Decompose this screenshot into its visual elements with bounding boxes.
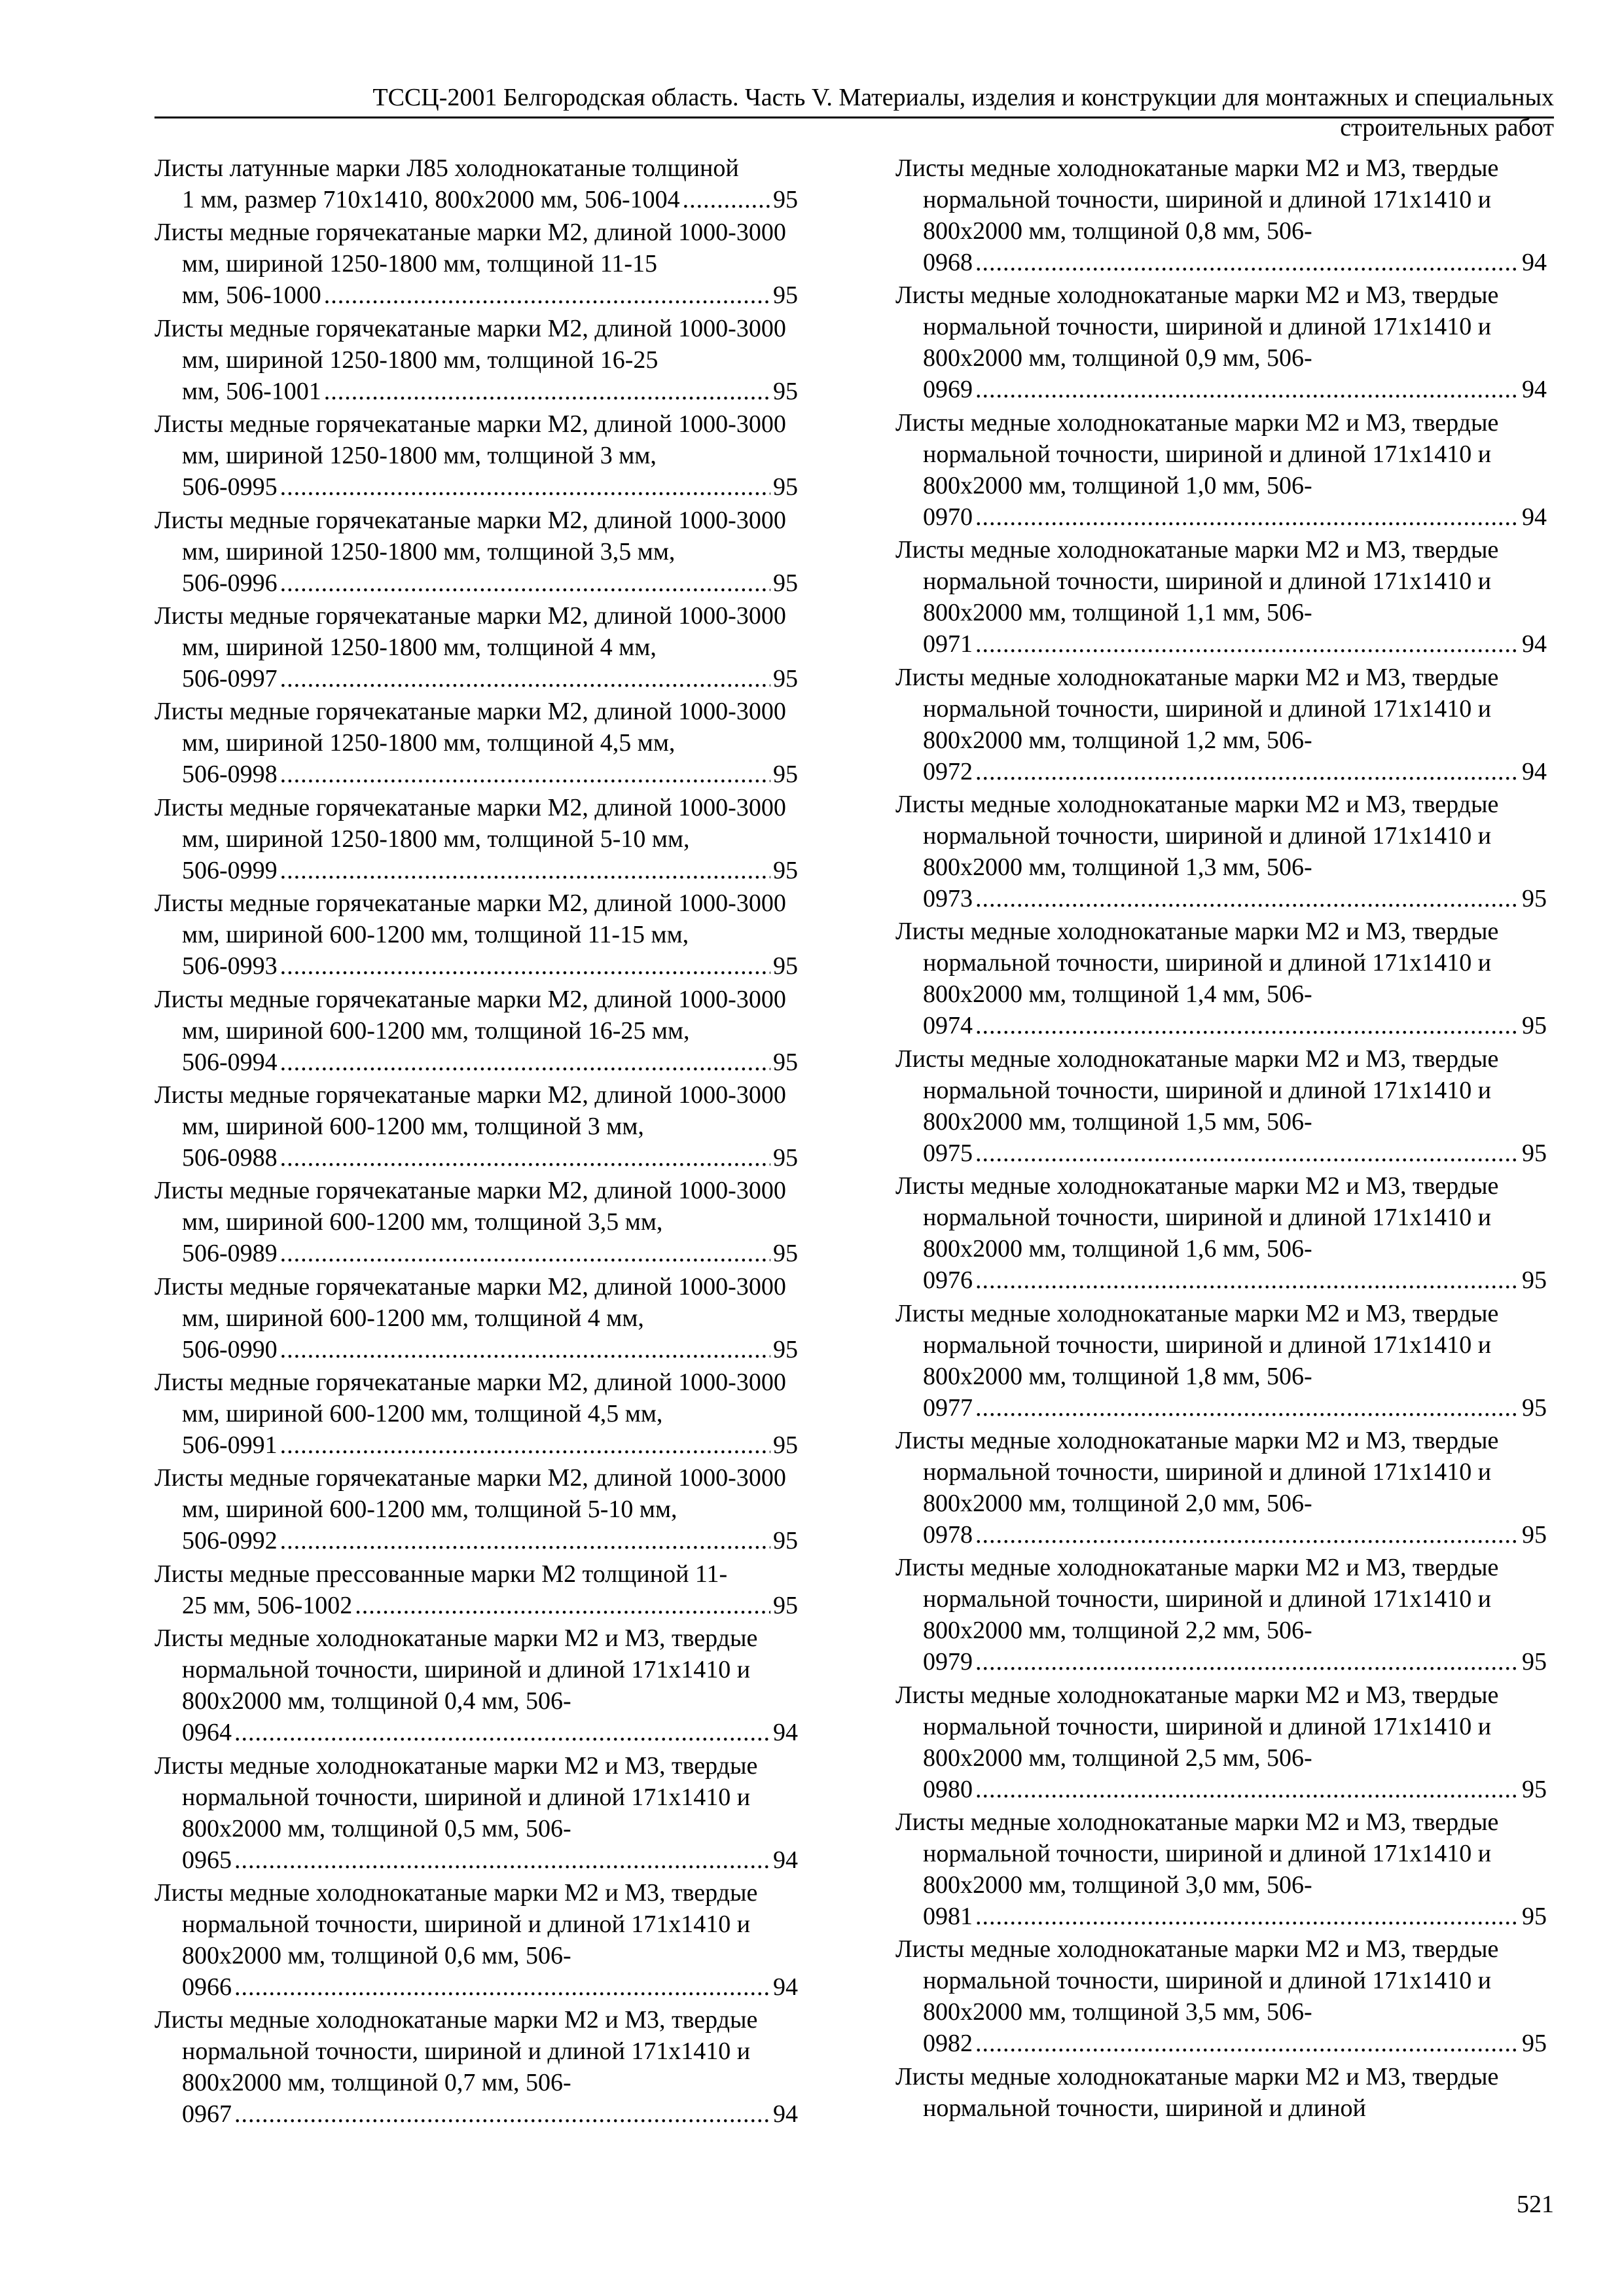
entry-text: Листы медные горячекатаные марки М2, длиной 1000-3000 мм, шириной 1250-1800 мм, толщиной 3,5 мм, [154,506,786,565]
entry-text: Листы медные холоднокатаные марки М2 и М3, твердые нормальной точности, шириной и длиной 171х1410 и 800х2000 мм, толщиной 0,4 мм, 506- [154,1624,758,1715]
entry-text: Листы медные холоднокатаные марки М2 и М3, твердые нормальной точности, шириной и длиной 171х1410 и 800х2000 мм, толщиной 0,6 мм, 506- [154,1879,758,1970]
entry-page-number: 95 [773,1527,798,1555]
entry-text: Листы медные горячекатаные марки М2, длиной 1000-3000 мм, шириной 600-1200 мм, толщиной 11-15 мм, [154,889,786,949]
entry-code: 0967 [182,2100,232,2128]
entry-text: Листы медные горячекатаные марки М2, длиной 1000-3000 мм, шириной 1250-1800 мм, толщиной 3 мм, [154,410,786,470]
entry-text: Листы медные горячекатаные марки М2, длиной 1000-3000 мм, шириной 600-1200 мм, толщиной 16-25 мм, [154,985,786,1045]
index-entry [154,696,798,790]
entry-tail-row [182,1238,798,1269]
index-entry [895,916,1547,1041]
entry-page-number: 94 [1522,503,1547,531]
entry-page-number: 95 [773,473,798,501]
entry-text: Листы медные холоднокатаные марки М2 и М3, твердые нормальной точности, шириной и длиной 171х1410 и 800х2000 мм, толщиной 1,6 мм, 506- [895,1172,1499,1263]
dot-leader [975,374,1519,405]
entry-tail-row [182,1590,798,1621]
index-entry [154,1750,798,1876]
entry-page-number: 94 [773,1973,798,2001]
index-entry [895,1043,1547,1169]
entry-text: Листы медные холоднокатаные марки М2 и М3, твердые нормальной точности, шириной и длиной 171х1410 и 800х2000 мм, толщиной 2,2 мм, 506- [895,1554,1499,1645]
entry-text: Листы медные холоднокатаные марки М2 и М3, твердые нормальной точности, шириной и длиной 171х1410 и 800х2000 мм, толщиной 1,8 мм, 506- [895,1299,1499,1390]
entry-text: Листы медные холоднокатаные марки М2 и М3, твердые нормальной точности, шириной и длиной 171х1410 и 800х2000 мм, толщиной 3,0 мм, 506- [895,1808,1499,1899]
entry-tail-row [923,883,1547,914]
entry-page-number: 94 [1522,757,1547,785]
running-header [154,82,1554,143]
entry-code: мм, 506-1001 [182,377,321,405]
entry-page-number: 95 [773,1143,798,1172]
entry-tail-row [923,1774,1547,1805]
entry-tail-row [182,567,798,599]
entry-tail-row [923,1010,1547,1041]
entry-page-number: 94 [773,1846,798,1874]
entry-text: Листы медные холоднокатаные марки М2 и М3, твердые нормальной точности, шириной и длиной 171х1410 и 800х2000 мм, толщиной 1,5 мм, 506- [895,1045,1499,1136]
entry-code: 0977 [923,1393,973,1422]
entry-text: Листы медные холоднокатаные марки М2 и М3, твердые нормальной точности, шириной и длиной 171х1410 и 800х2000 мм, толщиной 0,7 мм, 506- [154,2006,758,2097]
entry-code: 0978 [923,1520,973,1549]
entry-code: 506-0991 [182,1431,278,1460]
index-entry [895,1679,1547,1805]
entry-code: 506-0998 [182,761,278,789]
entry-tail-row [182,1717,798,1748]
entry-tail-row [182,759,798,790]
entry-page-number: 95 [1522,1012,1547,1040]
entry-text: Листы медные прессованные марки М2 толщиной 11- [154,1560,728,1588]
entry-code: 0966 [182,1973,232,2001]
entry-tail-row [923,628,1547,660]
entry-tail-row [923,2028,1547,2059]
dot-leader [234,1844,770,1876]
entry-page-number: 94 [773,1719,798,1747]
entry-page-number: 95 [773,664,798,692]
index-entry [895,1425,1547,1551]
entry-page-number: 95 [773,569,798,597]
header-title-continuation: строительных работ [1340,114,1554,141]
entry-text: Листы медные горячекатаные марки М2, длиной 1000-3000 мм, шириной 1250-1800 мм, толщиной 5-10 мм, [154,793,786,853]
dot-leader [355,1590,770,1621]
entry-page-number: 95 [773,377,798,405]
entry-tail-row [923,247,1547,278]
entry-page-number: 95 [773,1240,798,1268]
entry-page-number: 94 [1522,249,1547,276]
entry-text: Листы медные холоднокатаные марки М2 и М3, твердые нормальной точности, шириной и длиной 171х1410 и 800х2000 мм, толщиной 2,0 мм, 506- [895,1426,1499,1517]
entry-code: 506-0997 [182,664,278,692]
entry-tail-row [182,1047,798,1078]
index-entry [895,1552,1547,1677]
dot-leader [280,1047,770,1078]
index-entry [154,1175,798,1269]
entry-page-number: 95 [1522,884,1547,912]
entry-code: 0969 [923,376,973,404]
entry-text: Листы медные холоднокатаные марки М2 и М3, твердые нормальной точности, шириной и длиной 171х1410 и 800х2000 мм, толщиной 0,9 мм, 506- [895,281,1499,372]
dot-leader [975,247,1519,278]
index-entry [154,792,798,886]
dot-leader [280,663,770,694]
index-entry [154,408,798,503]
entry-tail-row [182,2098,798,2130]
entry-page-number: 95 [773,1431,798,1460]
dot-leader [975,883,1519,914]
entry-page-number: 95 [773,952,798,980]
index-entry [895,1933,1547,2059]
entry-code: 0968 [923,249,973,276]
dot-leader [975,1646,1519,1677]
entry-tail-row [923,374,1547,405]
entry-page-number: 95 [1522,1775,1547,1803]
index-entry [895,1806,1547,1932]
entry-code: 506-0989 [182,1240,278,1268]
index-entry [895,1298,1547,1424]
index-entry [154,1462,798,1556]
dot-leader [975,501,1519,533]
entry-tail-row [182,1429,798,1461]
entry-page-number: 95 [1522,2030,1547,2058]
dot-leader [280,1429,770,1461]
entry-tail-row [182,1844,798,1876]
index-entry [154,1271,798,1365]
index-entry [895,279,1547,405]
index-entry [154,1367,798,1461]
dot-leader [280,1525,770,1556]
dot-leader [324,279,770,311]
dot-leader [280,471,770,503]
entry-tail-row [182,1334,798,1365]
dot-leader [975,756,1519,787]
entry-page-number: 95 [1522,1520,1547,1549]
index-column-left [154,152,798,2132]
entry-page-number: 95 [1522,1903,1547,1931]
entry-text: Листы латунные марки Л85 холоднокатаные толщиной [154,154,739,182]
dot-leader [234,2098,770,2130]
dot-leader [683,184,770,215]
entry-code: 0965 [182,1846,232,1874]
entry-tail-row [182,376,798,407]
index-entry [895,407,1547,533]
dot-leader [280,950,770,982]
entry-text: Листы медные горячекатаные марки М2, длиной 1000-3000 мм, шириной 1250-1800 мм, толщиной 11-15 [154,219,786,278]
entry-text: Листы медные холоднокатаные марки М2 и М3, твердые нормальной точности, шириной и длиной 171х1410 и 800х2000 мм, толщиной 1,1 мм, 506- [895,536,1499,627]
entry-text: Листы медные холоднокатаные марки М2 и М3, твердые нормальной точности, шириной и длиной 171х1410 и 800х2000 мм, толщиной 1,4 мм, 506- [895,918,1499,1009]
entry-text: Листы медные горячекатаные марки М2, длиной 1000-3000 мм, шириной 1250-1800 мм, толщиной 16-25 [154,314,786,374]
entry-text: Листы медные холоднокатаные марки М2 и М3, твердые нормальной точности, шириной и длиной 171х1410 и 800х2000 мм, толщиной 1,2 мм, 506- [895,663,1499,754]
index-entry [895,1170,1547,1296]
index-entry [154,1558,798,1621]
header-rule [154,117,1554,118]
index-entry [895,662,1547,787]
entry-code: 506-0992 [182,1527,278,1555]
index-entry [154,984,798,1078]
entry-text: Листы медные горячекатаные марки М2, длиной 1000-3000 мм, шириной 600-1200 мм, толщиной 4 мм, [154,1272,786,1332]
index-entry [154,1079,798,1174]
index-entry [154,1877,798,2003]
entry-code: 506-0994 [182,1048,278,1076]
entry-text: Листы медные горячекатаные марки М2, длиной 1000-3000 мм, шириной 600-1200 мм, толщиной 3,5 мм, [154,1177,786,1236]
index-entry [154,888,798,982]
entry-code: 506-0995 [182,473,278,501]
header-title: ТССЦ-2001 Белгородская область. Часть V. Материалы, изделия и конструкции для монтажных и специальных [372,84,1554,111]
entry-code: 0981 [923,1903,973,1931]
entry-tail-row [923,501,1547,533]
dot-leader [975,1774,1519,1805]
entry-text: Листы медные холоднокатаные марки М2 и М3, твердые нормальной точности, шириной и длиной 171х1410 и 800х2000 мм, толщиной 1,3 мм, 506- [895,790,1499,881]
entry-page-number: 94 [1522,630,1547,658]
entry-tail-row [182,471,798,503]
entry-page-number: 95 [773,1335,798,1363]
dot-leader [234,1971,770,2003]
dot-leader [280,1238,770,1269]
index-entry [895,789,1547,914]
index-column-right [895,152,1547,2125]
dot-leader [975,1138,1519,1169]
dot-leader [280,1334,770,1365]
dot-leader [234,1717,770,1748]
index-entry [154,313,798,407]
entry-code: 506-0993 [182,952,278,980]
entry-code: 0979 [923,1648,973,1676]
entry-tail-row [182,950,798,982]
entry-text: Листы медные холоднокатаные марки М2 и М3, твердые нормальной точности, шириной и длиной 171х1410 и 800х2000 мм, толщиной 3,5 мм, 506- [895,1935,1499,2026]
dot-leader [975,2028,1519,2059]
entry-tail-row [182,184,798,215]
dot-leader [324,376,770,407]
entry-code: 506-0988 [182,1143,278,1172]
dot-leader [280,567,770,599]
index-entry [154,152,798,215]
entry-page-number: 95 [773,856,798,884]
entry-page-number: 95 [1522,1393,1547,1422]
entry-page-number: 94 [1522,376,1547,404]
entry-code: 0971 [923,630,973,658]
index-entry [154,2004,798,2130]
entry-code: 0982 [923,2030,973,2058]
entry-text: Листы медные холоднокатаные марки М2 и М3, твердые нормальной точности, шириной и длиной 171х1410 и 800х2000 мм, толщиной 0,5 мм, 506- [154,1751,758,1842]
index-entry [154,217,798,311]
entry-code: 0974 [923,1012,973,1040]
entry-text: Листы медные горячекатаные марки М2, длиной 1000-3000 мм, шириной 600-1200 мм, толщиной 3 мм, [154,1081,786,1140]
dot-leader [975,1519,1519,1551]
entry-code: 506-0990 [182,1335,278,1363]
dot-leader [975,1392,1519,1424]
entry-tail-row [182,1971,798,2003]
page-number: 521 [1517,2191,1554,2218]
dot-leader [280,855,770,886]
entry-tail-row [182,1525,798,1556]
entry-text: Листы медные горячекатаные марки М2, длиной 1000-3000 мм, шириной 1250-1800 мм, толщиной 4 мм, [154,601,786,661]
index-entry [895,534,1547,660]
entry-text: Листы медные холоднокатаные марки М2 и М3, твердые нормальной точности, шириной и длиной 171х1410 и 800х2000 мм, толщиной 2,5 мм, 506- [895,1681,1499,1772]
entry-page-number: 95 [773,186,798,213]
entry-code: 0972 [923,757,973,785]
entry-page-number: 95 [1522,1139,1547,1167]
entry-tail-row [923,1901,1547,1932]
entry-tail-row [923,756,1547,787]
entry-text: Листы медные горячекатаные марки М2, длиной 1000-3000 мм, шириной 600-1200 мм, толщиной 5-10 мм, [154,1464,786,1524]
entry-text: Листы медные холоднокатаные марки М2 и М3, твердые нормальной точности, шириной и длиной 171х1410 и 800х2000 мм, толщиной 1,0 мм, 506- [895,408,1499,499]
entry-text: Листы медные холоднокатаные марки М2 и М3, твердые нормальной точности, шириной и длиной 171х1410 и 800х2000 мм, толщиной 0,8 мм, 506- [895,154,1499,245]
dot-leader [975,1265,1519,1296]
index-entry [895,2061,1547,2124]
entry-code: 1 мм, размер 710х1410, 800х2000 мм, 506-1004 [182,186,680,213]
entry-text: Листы медные холоднокатаные марки М2 и М3, твердые нормальной точности, шириной и длиной [895,2062,1499,2122]
entry-page-number: 95 [773,1591,798,1619]
entry-tail-row [923,1646,1547,1677]
entry-text: Листы медные горячекатаные марки М2, длиной 1000-3000 мм, шириной 600-1200 мм, толщиной 4,5 мм, [154,1369,786,1428]
entry-tail-row [923,1265,1547,1296]
dot-leader [975,1901,1519,1932]
entry-page-number: 95 [773,281,798,310]
entry-code: 25 мм, 506-1002 [182,1591,353,1619]
entry-page-number: 95 [773,1048,798,1076]
entry-tail-row [182,663,798,694]
entry-code: 0970 [923,503,973,531]
index-entry [154,505,798,599]
dot-leader [280,1142,770,1174]
entry-tail-row [182,855,798,886]
entry-code: 506-0996 [182,569,278,597]
index-entry [895,152,1547,278]
entry-code: 0980 [923,1775,973,1803]
entry-code: 0976 [923,1266,973,1295]
entry-tail-row [923,1138,1547,1169]
entry-tail-row [923,1519,1547,1551]
entry-text: Листы медные горячекатаные марки М2, длиной 1000-3000 мм, шириной 1250-1800 мм, толщиной 4,5 мм, [154,698,786,757]
entry-tail-row [182,279,798,311]
index-entry [154,1623,798,1748]
index-entry [154,600,798,694]
entry-code: 0973 [923,884,973,912]
entry-code: 506-0999 [182,856,278,884]
dot-leader [975,1010,1519,1041]
dot-leader [280,759,770,790]
entry-page-number: 95 [1522,1648,1547,1676]
entry-page-number: 95 [773,761,798,789]
entry-tail-row [923,1392,1547,1424]
entry-tail-row [182,1142,798,1174]
entry-page-number: 95 [1522,1266,1547,1295]
entry-code: мм, 506-1000 [182,281,321,310]
entry-page-number: 94 [773,2100,798,2128]
entry-code: 0964 [182,1719,232,1747]
entry-code: 0975 [923,1139,973,1167]
dot-leader [975,628,1519,660]
